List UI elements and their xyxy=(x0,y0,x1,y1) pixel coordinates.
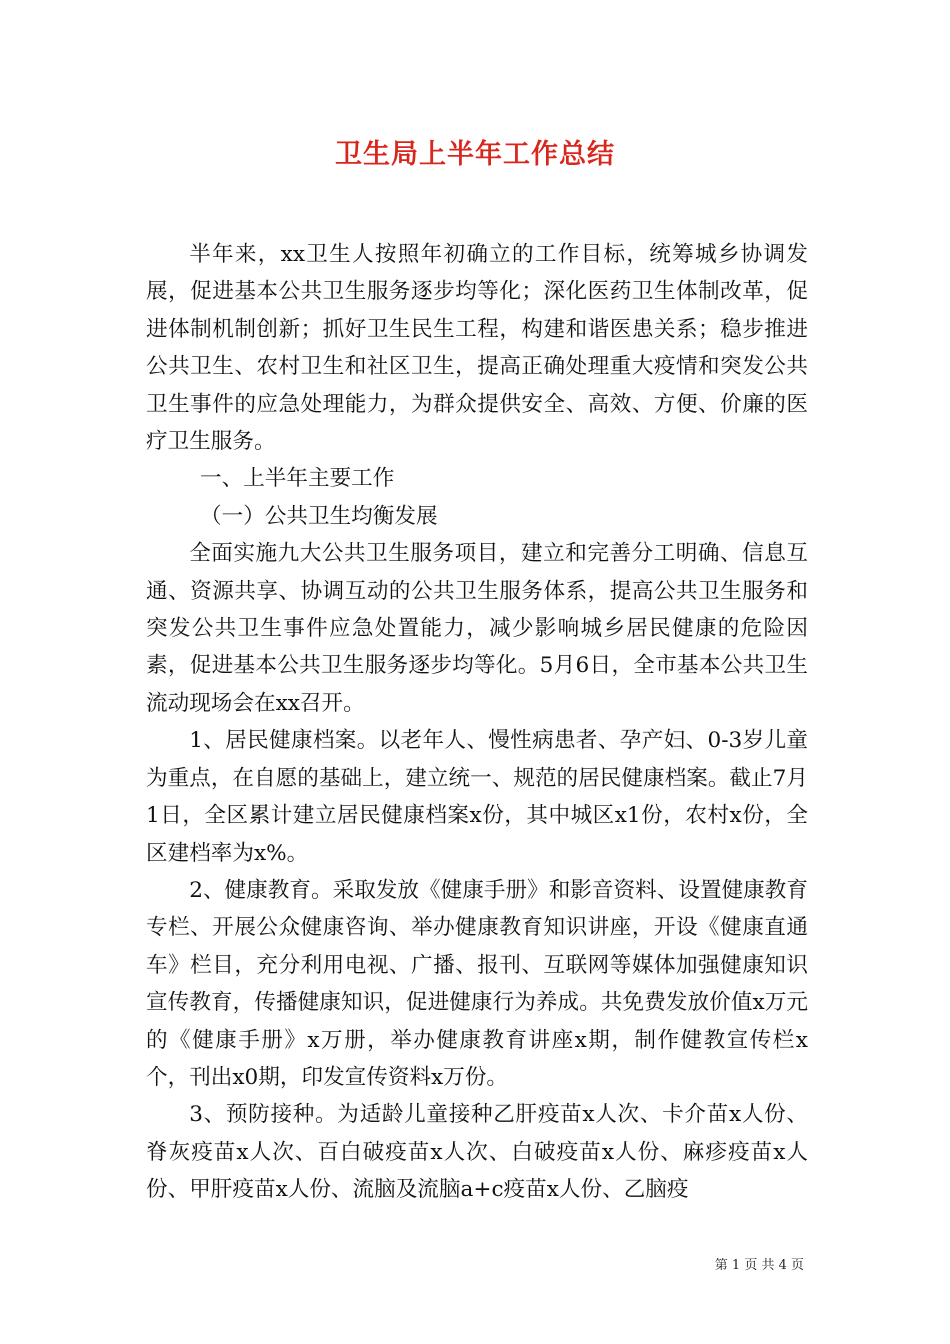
subsection-heading: （一）公共卫生均衡发展 xyxy=(200,503,438,529)
intro-paragraph: 半年来，xx卫生人按照年初确立的工作目标，统筹城乡协调发展，促进基本公共卫生服务逐步均等化；深化医药卫生体制改革，促进体制机制创新；抓好卫生民生工程，构建和谐医患关系；稳步推进公共卫生、农村卫生和社区卫生，提高正确处理重大疫情和突发公共卫生事件的应急处理能力，为群众提供安全、高效、方便、价廉的医疗卫生服务。 xyxy=(146,242,808,455)
body-paragraph: 全面实施九大公共卫生服务项目，建立和完善分工明确、信息互通、资源共享、协调互动的公共卫生服务体系，提高公共卫生服务和突发公共卫生事件应急处置能力，减少影响城乡居民健康的危险因素，促进基本公共卫生服务逐步均等化。5月6日，全市基本公共卫生流动现场会在xx召开。 xyxy=(146,541,808,716)
page-number: 第 1 页 共 4 页 xyxy=(714,1258,804,1273)
page-title: 卫生局上半年工作总结 xyxy=(335,139,615,170)
list-item-health-records: 1、居民健康档案。以老年人、慢性病患者、孕产妇、0-3岁儿童为重点，在自愿的基础上，建立统一、规范的居民健康档案。截止7月1日，全区累计建立居民健康档案x份，其中城区x1份，农村x份，全区建档率为x%。 xyxy=(146,728,808,866)
section-heading: 一、上半年主要工作 xyxy=(200,466,395,492)
list-item-health-education: 2、健康教育。采取发放《健康手册》和影音资料、设置健康教育专栏、开展公众健康咨询、举办健康教育知识讲座，开设《健康直通车》栏目，充分利用电视、广播、报刊、互联网等媒体加强健康知识宣传教育，传播健康知识，促进健康行为养成。共免费发放价值x万元的《健康手册》x万册，举办健康教育讲座x期，制作健教宣传栏x个，刊出x0期，印发宣传资料x万份。 xyxy=(146,877,808,1090)
document-body xyxy=(146,236,808,1209)
list-item-vaccination: 3、预防接种。为适龄儿童接种乙肝疫苗x人次、卡介苗x人份、脊灰疫苗x人次、百白破疫苗x人次、白破疫苗x人份、麻疹疫苗x人份、甲肝疫苗x人份、流脑及流脑a+c疫苗x人份、乙脑疫 xyxy=(146,1102,808,1203)
